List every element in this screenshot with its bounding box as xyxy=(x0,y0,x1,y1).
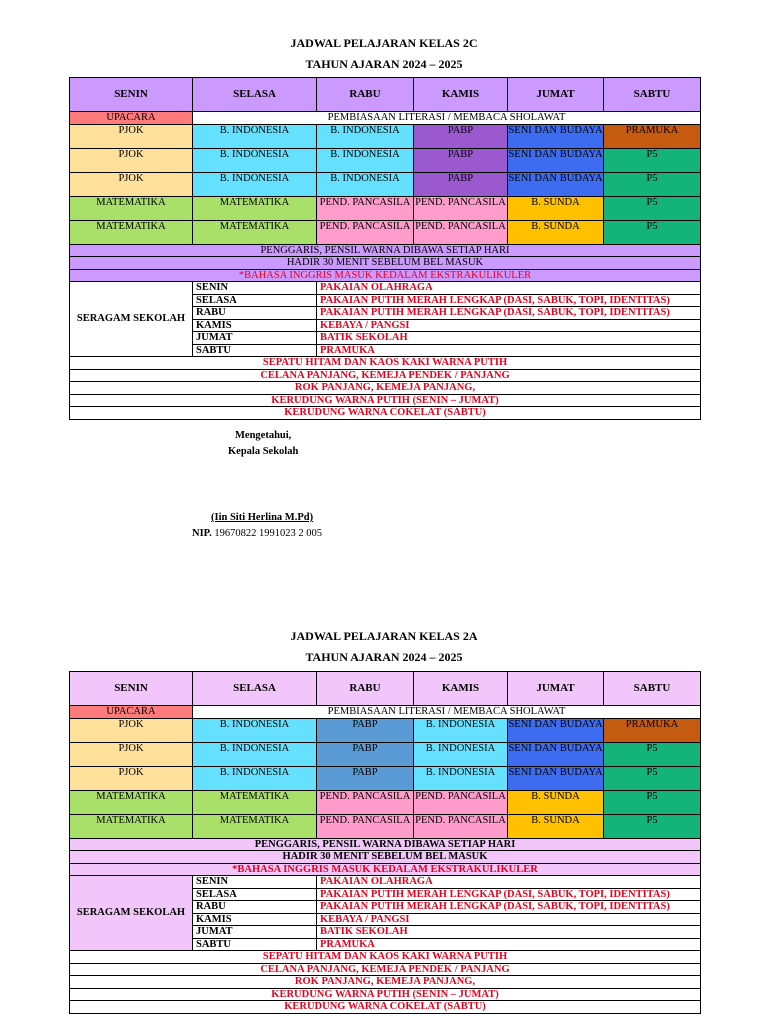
literasi-cell: PEMBIASAAN LITERASI / MEMBACA SHOLAWAT xyxy=(193,706,701,719)
header-selasa: SELASA xyxy=(193,672,317,706)
seragam-day: RABU xyxy=(193,901,317,914)
table-row xyxy=(70,148,701,172)
cell-rabu: PEND. PANCASILA xyxy=(317,196,414,220)
cell-selasa: MATEMATIKA xyxy=(193,814,317,838)
cell-rabu: PABP xyxy=(317,766,414,790)
cell-kamis: PEND. PANCASILA xyxy=(414,790,508,814)
schedule-2c-title: JADWAL PELAJARAN KELAS 2C xyxy=(290,36,478,50)
cell-sabtu: P5 xyxy=(604,742,701,766)
header-selasa: SELASA xyxy=(193,78,317,112)
cell-senin: MATEMATIKA xyxy=(70,220,193,244)
footer-rule: KERUDUNG WARNA PUTIH (SENIN – JUMAT) xyxy=(70,394,701,407)
cell-sabtu: P5 xyxy=(604,148,701,172)
cell-selasa: MATEMATIKA xyxy=(193,196,317,220)
cell-jumat: SENI DAN BUDAYA xyxy=(508,718,604,742)
schedule-2a-title: JADWAL PELAJARAN KELAS 2A xyxy=(290,629,478,643)
cell-rabu: B. INDONESIA xyxy=(317,124,414,148)
cell-jumat: SENI DAN BUDAYA xyxy=(508,742,604,766)
cell-senin: PJOK xyxy=(70,718,193,742)
cell-jumat: SENI DAN BUDAYA xyxy=(508,124,604,148)
schedule-2c-year: TAHUN AJARAN 2024 – 2025 xyxy=(305,57,463,71)
cell-sabtu: P5 xyxy=(604,196,701,220)
footer-rule: ROK PANJANG, KEMEJA PANJANG, xyxy=(70,976,701,989)
seragam-day: KAMIS xyxy=(193,913,317,926)
cell-sabtu: PRAMUKA xyxy=(604,124,701,148)
note-bahasa-inggris: *BAHASA INGGRIS MASUK KEDALAM EKSTRAKULIKULER xyxy=(70,863,701,876)
header-jumat: JUMAT xyxy=(508,78,604,112)
nip-value: 19670822 1991023 2 005 xyxy=(214,528,322,539)
table-row xyxy=(70,196,701,220)
header-sabtu: SABTU xyxy=(604,672,701,706)
note-hadir: HADIR 30 MENIT SEBELUM BEL MASUK xyxy=(70,257,701,270)
schedule-2c-table xyxy=(69,77,701,420)
schedule-2a-table xyxy=(69,671,701,1014)
footer-rule: ROK PANJANG, KEMEJA PANJANG, xyxy=(70,382,701,395)
header-rabu: RABU xyxy=(317,672,414,706)
cell-selasa: B. INDONESIA xyxy=(193,172,317,196)
cell-sabtu: PRAMUKA xyxy=(604,718,701,742)
cell-sabtu: P5 xyxy=(604,172,701,196)
table-row xyxy=(70,718,701,742)
cell-selasa: B. INDONESIA xyxy=(193,766,317,790)
seragam-text: PAKAIAN OLAHRAGA xyxy=(317,282,701,295)
footer-rule: KERUDUNG WARNA COKELAT (SABTU) xyxy=(70,407,701,420)
cell-kamis: B. INDONESIA xyxy=(414,718,508,742)
seragam-day: RABU xyxy=(193,307,317,320)
nip-label: NIP. xyxy=(192,528,212,539)
cell-senin: MATEMATIKA xyxy=(70,790,193,814)
seragam-label: SERAGAM SEKOLAH xyxy=(70,282,193,357)
cell-kamis: PEND. PANCASILA xyxy=(414,220,508,244)
signature-mengetahui: Mengetahui, xyxy=(235,430,292,441)
header-sabtu: SABTU xyxy=(604,78,701,112)
table-row xyxy=(70,124,701,148)
cell-sabtu: P5 xyxy=(604,814,701,838)
seragam-label: SERAGAM SEKOLAH xyxy=(70,876,193,951)
header-senin: SENIN xyxy=(70,672,193,706)
cell-kamis: B. INDONESIA xyxy=(414,742,508,766)
signature-kepala: Kepala Sekolah xyxy=(228,446,299,457)
cell-kamis: PEND. PANCASILA xyxy=(414,196,508,220)
schedule-2a-year: TAHUN AJARAN 2024 – 2025 xyxy=(305,650,463,664)
seragam-text: PRAMUKA xyxy=(317,938,701,951)
seragam-text: PAKAIAN OLAHRAGA xyxy=(317,876,701,889)
cell-senin: PJOK xyxy=(70,124,193,148)
seragam-text: PAKAIAN PUTIH MERAH LENGKAP (DASI, SABUK, TOPI, IDENTITAS) xyxy=(317,888,701,901)
cell-jumat: B. SUNDA xyxy=(508,220,604,244)
cell-sabtu: P5 xyxy=(604,790,701,814)
cell-jumat: SENI DAN BUDAYA xyxy=(508,172,604,196)
header-rabu: RABU xyxy=(317,78,414,112)
seragam-text: PAKAIAN PUTIH MERAH LENGKAP (DASI, SABUK, TOPI, IDENTITAS) xyxy=(317,307,701,320)
cell-rabu: PEND. PANCASILA xyxy=(317,814,414,838)
seragam-text: KEBAYA / PANGSI xyxy=(317,319,701,332)
cell-kamis: PABP xyxy=(414,148,508,172)
cell-senin: PJOK xyxy=(70,172,193,196)
table-row xyxy=(70,766,701,790)
seragam-day: JUMAT xyxy=(193,332,317,345)
seragam-day: SELASA xyxy=(193,294,317,307)
cell-selasa: MATEMATIKA xyxy=(193,220,317,244)
note-hadir: HADIR 30 MENIT SEBELUM BEL MASUK xyxy=(70,851,701,864)
seragam-text: PAKAIAN PUTIH MERAH LENGKAP (DASI, SABUK, TOPI, IDENTITAS) xyxy=(317,294,701,307)
upacara-row xyxy=(70,112,701,125)
cell-rabu: PEND. PANCASILA xyxy=(317,220,414,244)
table-row xyxy=(70,790,701,814)
footer-rule: SEPATU HITAM DAN KAOS KAKI WARNA PUTIH xyxy=(70,357,701,370)
cell-kamis: PABP xyxy=(414,172,508,196)
seragam-text: KEBAYA / PANGSI xyxy=(317,913,701,926)
cell-kamis: PEND. PANCASILA xyxy=(414,814,508,838)
header-row xyxy=(70,78,701,112)
cell-selasa: MATEMATIKA xyxy=(193,790,317,814)
footer-rule: KERUDUNG WARNA PUTIH (SENIN – JUMAT) xyxy=(70,988,701,1001)
seragam-text: BATIK SEKOLAH xyxy=(317,332,701,345)
note-penggaris: PENGGARIS, PENSIL WARNA DIBAWA SETIAP HARI xyxy=(70,838,701,851)
seragam-day: SABTU xyxy=(193,938,317,951)
cell-kamis: B. INDONESIA xyxy=(414,766,508,790)
seragam-text: BATIK SEKOLAH xyxy=(317,926,701,939)
seragam-day: JUMAT xyxy=(193,926,317,939)
table-row xyxy=(70,172,701,196)
header-kamis: KAMIS xyxy=(414,672,508,706)
footer-rule: CELANA PANJANG, KEMEJA PENDEK / PANJANG xyxy=(70,369,701,382)
cell-rabu: PEND. PANCASILA xyxy=(317,790,414,814)
note-bahasa-inggris: *BAHASA INGGRIS MASUK KEDALAM EKSTRAKULIKULER xyxy=(70,269,701,282)
cell-selasa: B. INDONESIA xyxy=(193,742,317,766)
seragam-text: PAKAIAN PUTIH MERAH LENGKAP (DASI, SABUK, TOPI, IDENTITAS) xyxy=(317,901,701,914)
header-jumat: JUMAT xyxy=(508,672,604,706)
cell-kamis: PABP xyxy=(414,124,508,148)
table-row xyxy=(70,742,701,766)
cell-senin: MATEMATIKA xyxy=(70,814,193,838)
upacara-cell: UPACARA xyxy=(70,706,193,719)
table-row xyxy=(70,220,701,244)
cell-selasa: B. INDONESIA xyxy=(193,718,317,742)
cell-rabu: PABP xyxy=(317,742,414,766)
header-senin: SENIN xyxy=(70,78,193,112)
upacara-cell: UPACARA xyxy=(70,112,193,125)
cell-senin: MATEMATIKA xyxy=(70,196,193,220)
cell-sabtu: P5 xyxy=(604,220,701,244)
cell-sabtu: P5 xyxy=(604,766,701,790)
literasi-cell: PEMBIASAAN LITERASI / MEMBACA SHOLAWAT xyxy=(193,112,701,125)
cell-jumat: B. SUNDA xyxy=(508,790,604,814)
cell-rabu: PABP xyxy=(317,718,414,742)
cell-jumat: B. SUNDA xyxy=(508,196,604,220)
signature-name: (Iin Siti Herlina M.Pd) xyxy=(211,512,314,523)
seragam-day: SELASA xyxy=(193,888,317,901)
cell-rabu: B. INDONESIA xyxy=(317,148,414,172)
seragam-day: SABTU xyxy=(193,344,317,357)
cell-senin: PJOK xyxy=(70,766,193,790)
cell-jumat: B. SUNDA xyxy=(508,814,604,838)
cell-rabu: B. INDONESIA xyxy=(317,172,414,196)
seragam-day: SENIN xyxy=(193,876,317,889)
cell-selasa: B. INDONESIA xyxy=(193,124,317,148)
seragam-text: PRAMUKA xyxy=(317,344,701,357)
table-row xyxy=(70,814,701,838)
header-row xyxy=(70,672,701,706)
footer-rule: CELANA PANJANG, KEMEJA PENDEK / PANJANG xyxy=(70,963,701,976)
header-kamis: KAMIS xyxy=(414,78,508,112)
cell-senin: PJOK xyxy=(70,742,193,766)
footer-rule: KERUDUNG WARNA COKELAT (SABTU) xyxy=(70,1001,701,1014)
seragam-day: SENIN xyxy=(193,282,317,295)
cell-jumat: SENI DAN BUDAYA xyxy=(508,148,604,172)
cell-senin: PJOK xyxy=(70,148,193,172)
upacara-row xyxy=(70,706,701,719)
note-penggaris: PENGGARIS, PENSIL WARNA DIBAWA SETIAP HARI xyxy=(70,244,701,257)
seragam-day: KAMIS xyxy=(193,319,317,332)
footer-rule: SEPATU HITAM DAN KAOS KAKI WARNA PUTIH xyxy=(70,951,701,964)
cell-selasa: B. INDONESIA xyxy=(193,148,317,172)
signature-nip xyxy=(192,528,322,539)
cell-jumat: SENI DAN BUDAYA xyxy=(508,766,604,790)
